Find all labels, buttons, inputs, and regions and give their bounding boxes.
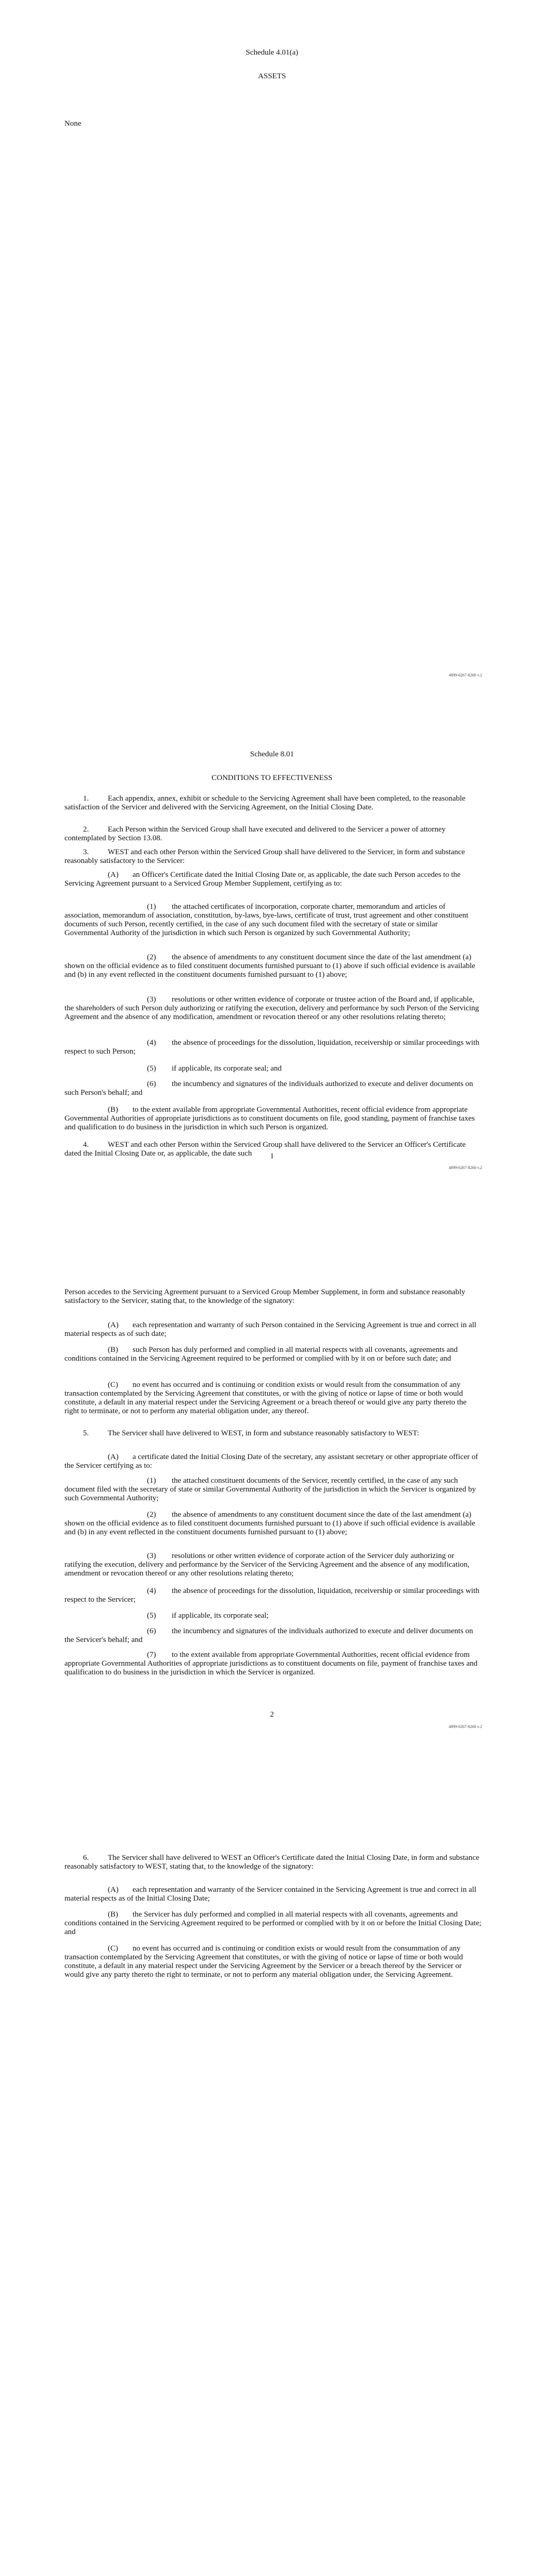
clause-text: the Servicer has duly performed and complied in all material respects with all covenants, agreements and conditions contained in the Servicing Agreement required to be performed or complied with by it on or before the Initial Closing Date; and (64, 1910, 482, 1936)
clause-label: (4) (147, 1039, 156, 1047)
clause-label: (3) (147, 995, 156, 1004)
clause-text: an Officer's Certificate dated the Initial Closing Date or, as applicable, the date such Person accedes to the Servicing Agreement pursuant to a Serviced Group Member Supplement, certifying as to: (64, 871, 461, 888)
clause-text: the absence of proceedings for the dissolution, liquidation, receivership or similar proceedings with respect to such Person; (64, 1039, 480, 1056)
section-number: 6. (83, 1854, 89, 1862)
section-text: WEST and each other Person within the Serviced Group shall have delivered to the Servicer an Officer's Certificate dated the Initial Closing Date or, as applicable, the date such (64, 1141, 466, 1158)
clause-c (64, 1381, 482, 1416)
clause-label: (1) (147, 903, 156, 911)
clause-label: (7) (147, 1651, 156, 1659)
clause-text: the attached constituent documents of the Servicer, recently certified, in the case of any such document filed with the secretary of state or similar Governmental Authority of the jurisdiction in which the Servicer is organized by such Governmental Authority; (64, 1477, 476, 1502)
section-number: 4. (83, 1141, 89, 1149)
clause-a (64, 1886, 482, 1903)
clause-text: the absence of amendments to any constituent document since the date of the last amendment (a) shown on the official evidence as to filed constituent documents furnished pursuant to (1) above if such official evidence is available and (b) in any event reflected in the constituent documents furnished pursuant to (1) above; (64, 953, 475, 979)
clause-a (64, 1321, 482, 1338)
clause-label: (5) (147, 1064, 156, 1073)
clause-text: the incumbency and signatures of the individuals authorized to execute and deliver documents on such Person's behalf; and (64, 1080, 473, 1097)
document-id: 4899-6267-8260 v.2 (449, 1724, 482, 1729)
clause-label: (B) (108, 1346, 118, 1354)
clause-text: resolutions or other written evidence of corporate or trustee action of the Board and, if applicable, the shareholders of such Person duly authorizing or ratifying the execution, delivery and performance by such Person of the Servicing Agreement and the absence of any modification, amendment or revocation thereof or any other resolutions relating thereto; (64, 995, 479, 1021)
clause-a5 (64, 1064, 482, 1073)
section-1 (64, 794, 482, 812)
document-id: 4899-6267-8260 v.2 (449, 673, 482, 677)
clause-a6 (64, 1080, 482, 1097)
clause-label: (2) (147, 953, 156, 961)
section-text: Each appendix, annex, exhibit or schedule to the Servicing Agreement shall have been completed, to the reasonable satisfaction of the Servicer and delivered with the Servicing Agreement, on the Initial Closing Date. (64, 794, 466, 811)
clause-5a4 (64, 1587, 482, 1604)
clause-a3 (64, 995, 482, 1022)
clause-5a2 (64, 1511, 482, 1537)
section-5 (64, 1429, 482, 1438)
clause-5a5 (64, 1612, 482, 1620)
document-id: 4899-6267-8260 v.2 (449, 1165, 482, 1170)
schedule-body: None (64, 120, 81, 128)
section-text: Each Person within the Serviced Group shall have executed and delivered to the Servicer a power of attorney contemplated by Section 13.08. (64, 825, 446, 842)
clause-5a6 (64, 1627, 482, 1645)
clause-text: if applicable, its corporate seal; (172, 1612, 269, 1620)
clause-text: if applicable, its corporate seal; and (172, 1064, 282, 1073)
clause-text: no event has occurred and is continuing or condition exists or would result from the consummation of any transaction contemplated by the Servicing Agreement that constitutes, or with the giving of notice or lapse of time or both would constitute, a default in any material respect under the Servicing Agreement by the Servicer or a breach thereof by the Servicer or would give any party thereto the right to terminate, or not to perform any material obligation under, the Servicing Agreement. (64, 1944, 463, 1979)
clause-text: a certificate dated the Initial Closing Date of the secretary, any assistant secretary or other appropriate officer of the Servicer certifying as to: (64, 1453, 479, 1470)
continued-text: Person accedes to the Servicing Agreement pursuant to a Serviced Group Member Supplement, in form and substance reasonably satisfactory to the Servicer, stating that, to the knowledge of the signatory: (64, 1288, 466, 1305)
clause-label: (C) (108, 1944, 118, 1953)
schedule-subtitle: CONDITIONS TO EFFECTIVENESS (211, 774, 333, 782)
clause-b (64, 1106, 482, 1132)
clause-text: to the extent available from appropriate Governmental Authorities, recent official evidence from appropriate Governmental Authorities of appropriate jurisdictions as to constituent documents on file, payment of franchise taxes and qualification to do business in the jurisdiction in which the Servicer is organized. (64, 1651, 478, 1676)
clause-a4 (64, 1039, 482, 1056)
clause-label: (2) (147, 1511, 156, 1519)
clause-text: each representation and warranty of such Person contained in the Servicing Agreement is true and correct in all material respects as of such date; (64, 1321, 476, 1338)
clause-5a1 (64, 1477, 482, 1503)
section-number: 3. (83, 848, 89, 856)
clause-text: the attached certificates of incorporation, corporate charter, memorandum and articles of association, memorandum of association, constitution, by-laws, bye-laws, certificate of trust, trust agreement and other constituent documents of such Person, recently certified, in the case of any such document filed with the secretary of state or similar Governmental Authority of the jurisdiction in which such Person is organized by such Governmental Authority; (64, 903, 469, 937)
clause-5a3 (64, 1552, 482, 1578)
section-3 (64, 848, 482, 866)
page-number: 1 (270, 1152, 274, 1160)
clause-label: (B) (108, 1910, 118, 1919)
clause-b (64, 1346, 482, 1363)
section-text: The Servicer shall have delivered to WEST an Officer's Certificate dated the Initial Closing Date, in form and substance reasonably satisfactory to WEST, stating that, to the knowledge of the signatory: (64, 1854, 480, 1871)
schedule-subtitle: ASSETS (258, 72, 286, 80)
clause-label: (B) (108, 1106, 118, 1114)
clause-label: (A) (108, 1886, 119, 1894)
clause-label: (6) (147, 1627, 156, 1635)
page-number: 2 (270, 1710, 274, 1719)
clause-text: resolutions or other written evidence of corporate action of the Servicer duly authorizing or ratifying the execution, delivery and performance by the Servicer of the Servicing Agreement and the absence of any modification, amendment or revocation thereof or any other resolutions relating thereto; (64, 1552, 470, 1578)
clause-text: the incumbency and signatures of the individuals authorized to execute and deliver documents on the Servicer's behalf; and (64, 1627, 473, 1644)
section-number: 1. (83, 794, 89, 803)
clause-label: (3) (147, 1552, 156, 1560)
clause-label: (4) (147, 1587, 156, 1595)
clause-text: such Person has duly performed and complied in all material respects with all covenants, agreements and conditions contained in the Servicing Agreement required to be performed or complied with by it on or before such date; and (64, 1346, 458, 1363)
section-number: 2. (83, 825, 89, 834)
clause-text: each representation and warranty of the Servicer contained in the Servicing Agreement is true and correct in all material respects as of the Initial Closing Date; (64, 1886, 476, 1903)
clause-a (64, 871, 482, 888)
section-text: The Servicer shall have delivered to WEST, in form and substance reasonably satisfactory to WEST: (108, 1429, 419, 1437)
clause-text: the absence of amendments to any constituent document since the date of the last amendment (a) shown on the official evidence as to filed constituent documents furnished pursuant to (1) above if such official evidence is available and (b) in any event reflected in the constituent documents furnished pursuant to (1) above; (64, 1511, 475, 1536)
schedule-title: Schedule 4.01(a) (245, 48, 299, 57)
clause-label: (C) (108, 1381, 118, 1389)
clause-a2 (64, 953, 482, 979)
clause-b (64, 1910, 482, 1937)
section-2 (64, 825, 482, 843)
clause-label: (1) (147, 1477, 156, 1485)
clause-text: no event has occurred and is continuing or condition exists or would result from the consummation of any transaction contemplated by the Servicing Agreement that constitutes, or with the giving of notice or lapse of time or both would constitute, a default in any material respect under the Servicing Agreement or a breach thereof or would give any party thereto the right to terminate, or not to perform any material obligation under, any thereof. (64, 1381, 467, 1415)
clause-label: (A) (108, 1453, 119, 1461)
section-6 (64, 1854, 482, 1871)
clause-label: (A) (108, 1321, 119, 1329)
clause-label: (6) (147, 1080, 156, 1088)
clause-label: (A) (108, 871, 119, 879)
clause-5a7 (64, 1651, 482, 1677)
clause-text: to the extent available from appropriate Governmental Authorities, recent official evidence from appropriate Governmental Authorities of appropriate jurisdictions as to constituent documents on file, good standing, payment of franchise taxes and qualification to do business in the jurisdiction in which such Person is organized. (64, 1106, 475, 1131)
schedule-title: Schedule 8.01 (250, 750, 294, 758)
clause-text: the absence of proceedings for the dissolution, liquidation, receivership or similar proceedings with respect to the Servicer; (64, 1587, 480, 1604)
clause-label: (5) (147, 1612, 156, 1620)
section-number: 5. (83, 1429, 89, 1437)
clause-c (64, 1944, 482, 1979)
clause-5a (64, 1453, 482, 1470)
section-text: WEST and each other Person within the Serviced Group shall have delivered to the Servicer, in form and substance reasonably satisfactory to the Servicer: (64, 848, 465, 865)
clause-a1 (64, 903, 482, 938)
